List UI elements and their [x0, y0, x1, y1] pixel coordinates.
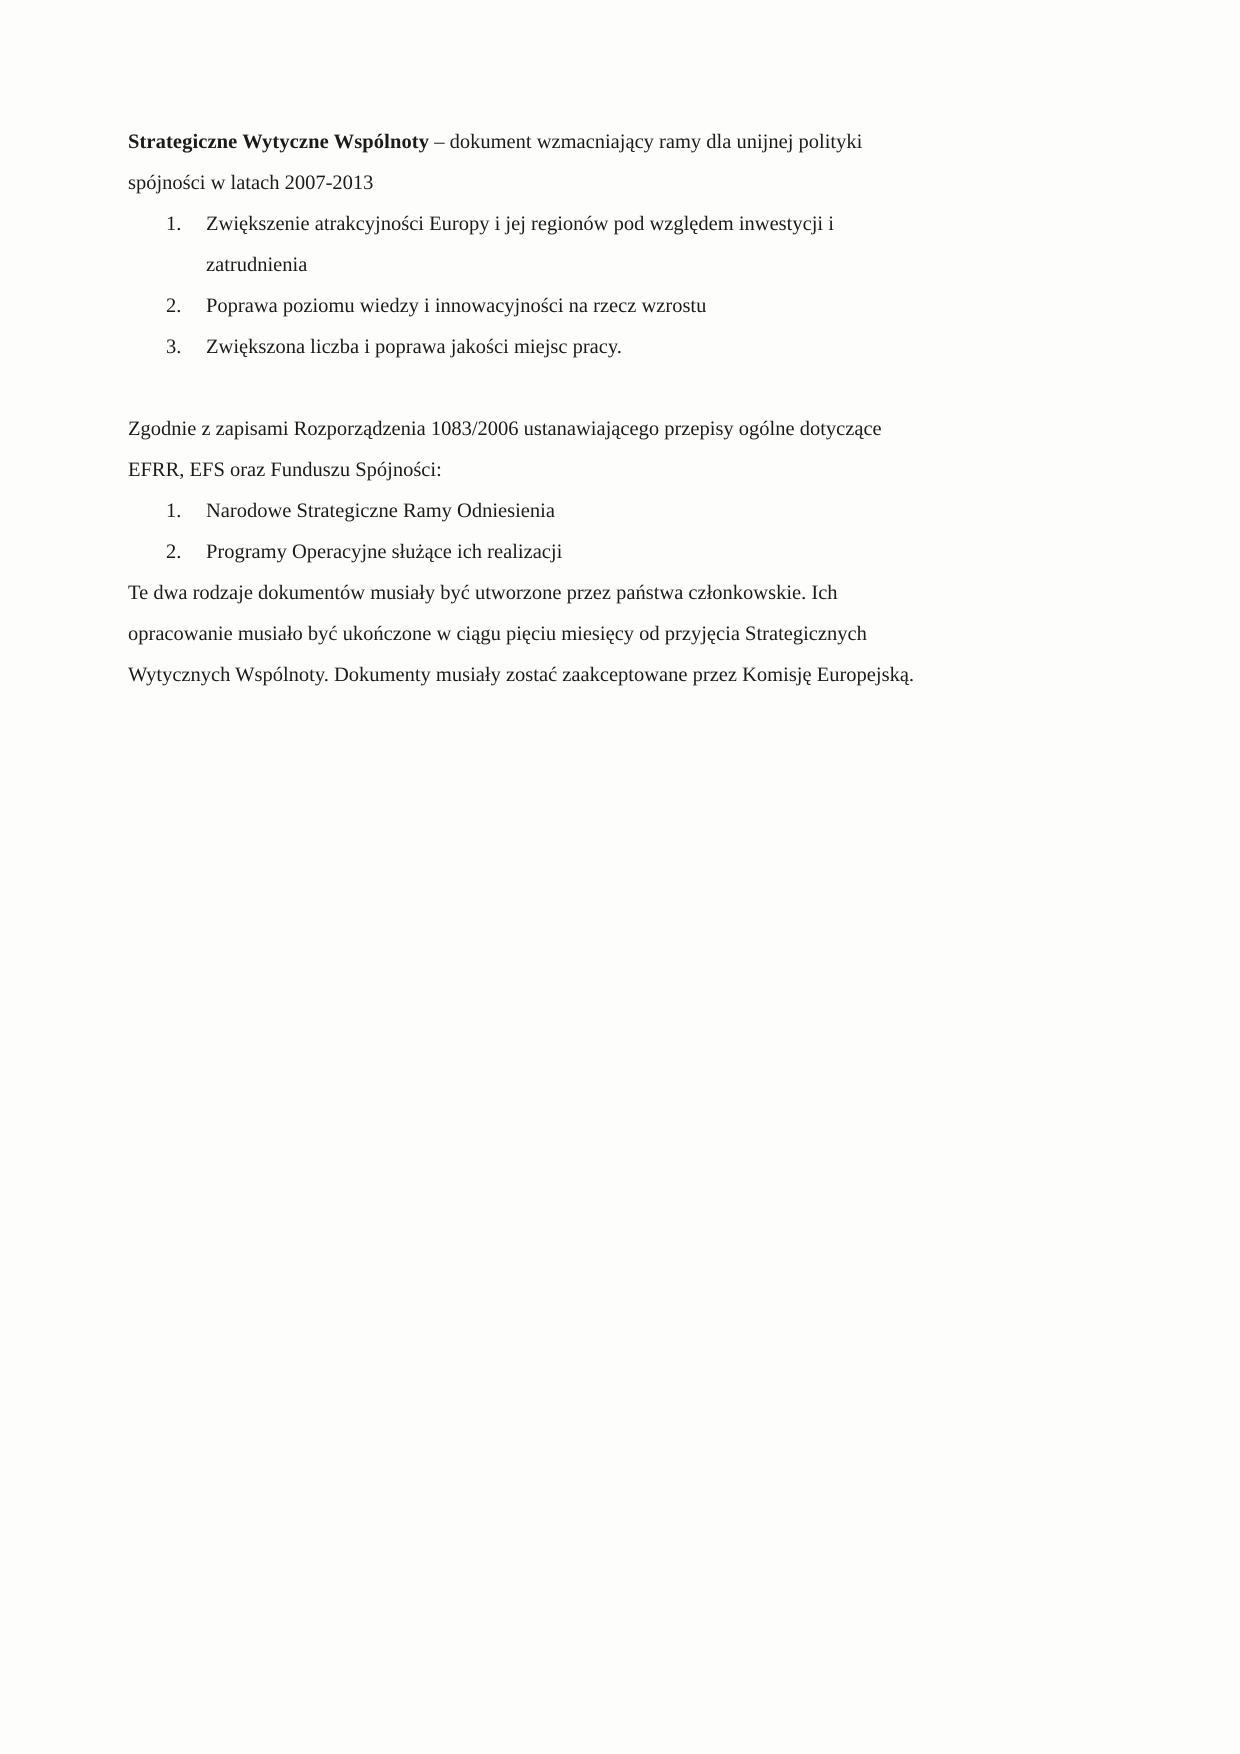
list-item-text: Poprawa poziomu wiedzy i innowacyjności na rzecz wzrostu — [206, 295, 707, 317]
list-item — [128, 286, 940, 327]
list-item — [128, 532, 940, 573]
list-item-text: Narodowe Strategiczne Ramy Odniesienia — [206, 500, 555, 522]
list-item-text: Programy Operacyjne służące ich realizacji — [206, 541, 563, 563]
intro-paragraph — [128, 122, 940, 204]
document-content — [128, 122, 940, 696]
list-item-text: Zwiększona liczba i poprawa jakości miejsc pracy. — [206, 336, 622, 358]
list-item-text: Zwiększenie atrakcyjności Europy i jej regionów pod względem inwestycji i zatrudnienia — [206, 213, 834, 276]
paragraph-spacer — [128, 368, 940, 409]
list-item — [128, 204, 940, 286]
list-item — [128, 491, 940, 532]
closing-paragraph: Te dwa rodzaje dokumentów musiały być utworzone przez państwa członkowskie. Ich opracowanie musiało być ukończone w ciągu pięciu miesięcy od przyjęcia Strategicznych Wytycznych Wspólnoty. Dokumenty musiały zostać zaakceptowane przez Komisję Europejską. — [128, 582, 915, 686]
intro-bold-term: Strategiczne Wytyczne Wspólnoty — [128, 131, 430, 153]
objectives-list — [128, 204, 940, 368]
documents-list — [128, 491, 940, 573]
regulation-paragraph: Zgodnie z zapisami Rozporządzenia 1083/2006 ustanawiającego przepisy ogólne dotyczące EFRR, EFS oraz Funduszu Spójności: — [128, 418, 882, 481]
list-item — [128, 327, 940, 368]
intro-rest-text: – dokument wzmacniający ramy dla unijnej polityki spójności w latach 2007-2013 — [128, 131, 863, 194]
